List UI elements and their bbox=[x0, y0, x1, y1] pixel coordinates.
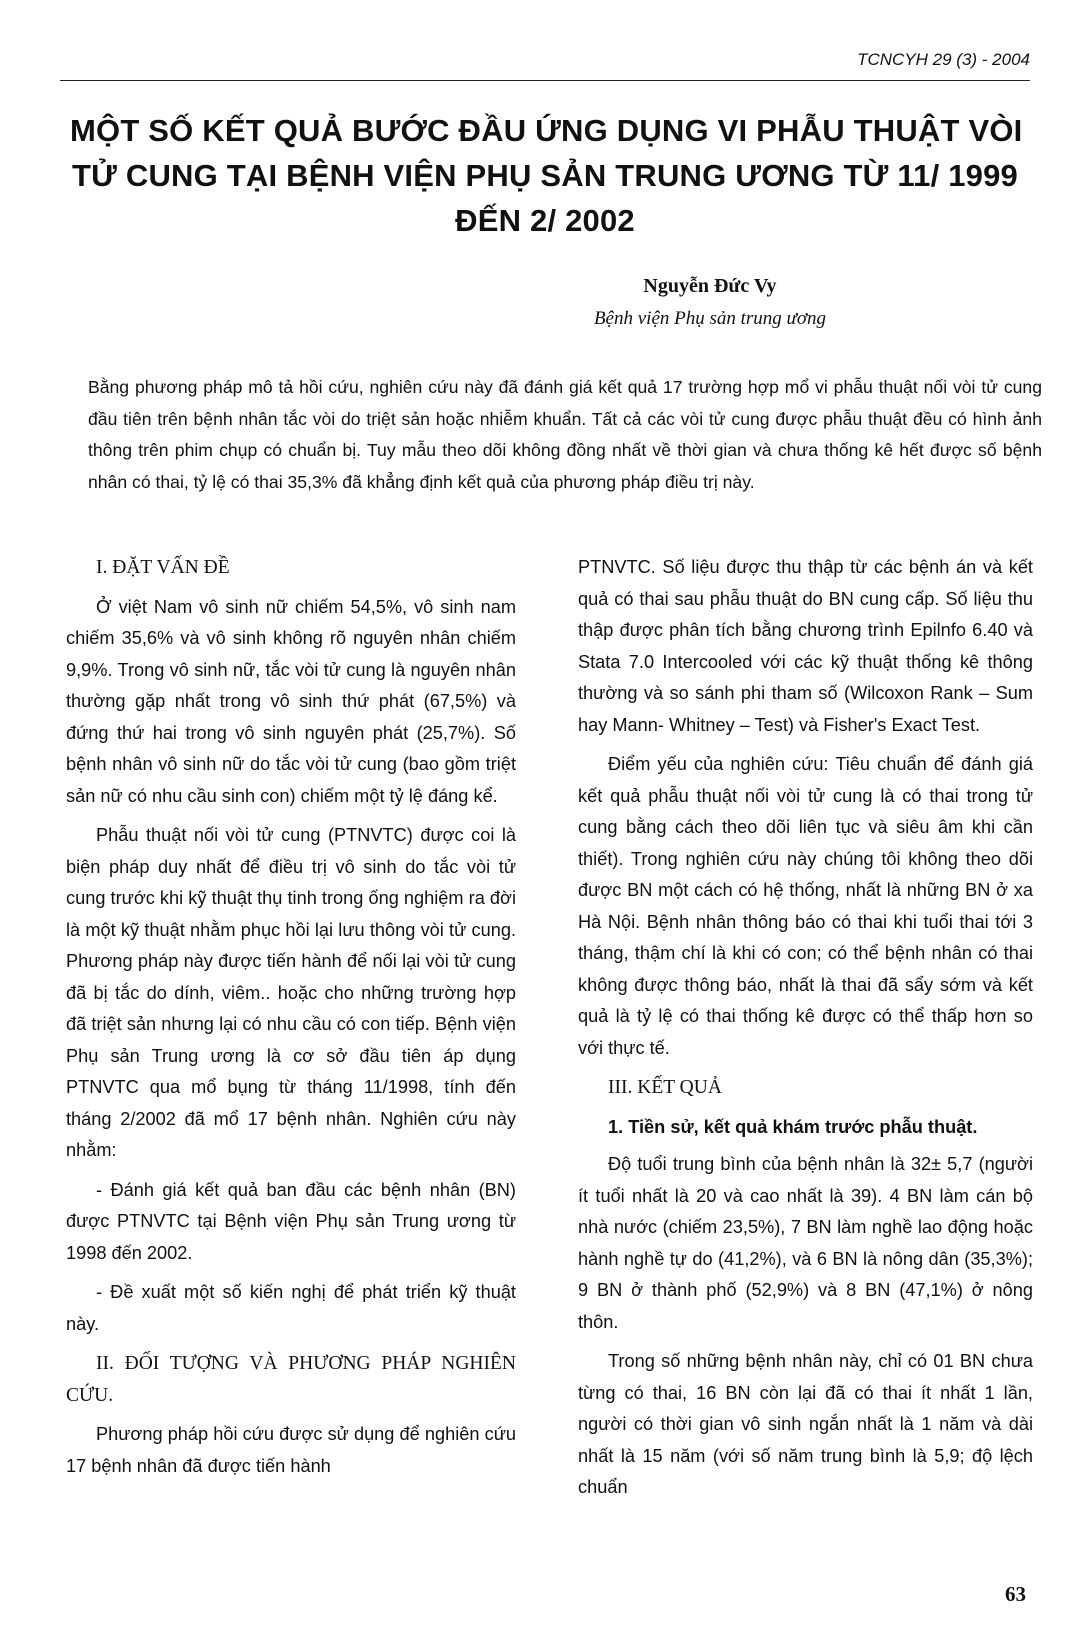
abstract: Bằng phương pháp mô tả hồi cứu, nghiên cứu này đã đánh giá kết quả 17 trường hợp mổ vi phẫu thuật nối vòi tử cung đầu tiên trên bệnh nhân tắc vòi do triệt sản hoặc nhiễm khuẩn. Tất cả các vòi tử cung được phẫu thuật đều có hình ảnh thông trên phim chụp có chuẩn bị. Tuy mẫu theo dõi không đồng nhất về thời gian và chưa thống kê hết được số bệnh nhân có thai, tỷ lệ có thai 35,3% đã khẳng định kết quả của phương pháp điều trị này. bbox=[88, 377, 1042, 492]
title-line-2: TỬ CUNG TẠI BỆNH VIỆN PHỤ SẢN TRUNG ƯƠNG TỪ 11/ 1999 bbox=[72, 158, 1018, 193]
article-title bbox=[70, 108, 1023, 243]
section-heading-results: III. KẾT QUẢ bbox=[608, 1077, 722, 1098]
left-column bbox=[66, 552, 516, 1490]
page-number: 63 bbox=[1005, 1582, 1026, 1606]
paragraph: Điểm yếu của nghiên cứu: Tiêu chuẩn để đánh giá kết quả phẫu thuật nối vòi tử cung là có thai trong tử cung bằng cách theo dõi liên tục và siêu âm khi cần thiết). Trong nghiên cứu này chúng tôi không theo dõi được BN một cách có hệ thống, nhất là những BN ở xa Hà Nội. Bệnh nhân thông báo có thai khi tuổi thai tới 3 tháng, thậm chí là khi có con; có thể bệnh nhân có thai không được thông báo, nhất là thai đã sẩy sớm và kết quả là tỷ lệ có thai thống kê được có thể thấp hơn so với thực tế. bbox=[578, 754, 1033, 1058]
paragraph: Phương pháp hồi cứu được sử dụng để nghiên cứu 17 bệnh nhân đã được tiến hành bbox=[66, 1424, 516, 1476]
subsection-heading: 1. Tiền sử, kết quả khám trước phẫu thuật. bbox=[608, 1116, 978, 1137]
paragraph: PTNVTC. Số liệu được thu thập từ các bệnh án và kết quả có thai sau phẫu thuật do BN cung cấp. Số liệu thu thập được phân tích bằng chương trình Epilnfo 6.40 và Stata 7.0 Intercooled với các kỹ thuật thống kê thông thường và so sánh phi tham số (Wilcoxon Rank – Sum hay Mann- Whitney – Test) và Fisher's Exact Test. bbox=[578, 557, 1033, 735]
paragraph: Ở việt Nam vô sinh nữ chiếm 54,5%, vô sinh nam chiếm 35,6% và vô sinh không rõ nguyên nhân chiếm 9,9%. Trong vô sinh nữ, tắc vòi tử cung là nguyên nhân thường gặp nhất trong vô sinh thứ phát (67,5%) và đứng thứ hai trong vô sinh nguyên phát (25,7%). Số bệnh nhân vô sinh nữ do tắc vòi tử cung (bao gồm triệt sản nữ có nhu cầu sinh con) chiếm một tỷ lệ đáng kể. bbox=[66, 596, 516, 806]
paragraph: Độ tuổi trung bình của bệnh nhân là 32± 5,7 (người ít tuổi nhất là 20 và cao nhất là 39). 4 BN làm cán bộ nhà nước (chiếm 23,5%), 7 BN làm nghề lao động hoặc hành nghề tự do (41,2%), và 6 BN là nông dân (35,3%); 9 BN ở thành phố (52,9%) và 8 BN (47,1%) ở nông thôn. bbox=[578, 1154, 1033, 1332]
author-affiliation: Bệnh viện Phụ sản trung ương bbox=[593, 308, 827, 329]
paragraph: Phẫu thuật nối vòi tử cung (PTNVTC) được coi là biện pháp duy nhất để điều trị vô sinh do tắc vòi tử cung trước khi kỹ thuật thụ tinh trong ống nghiệm ra đời là một kỹ thuật nhằm phục hồi lại lưu thông vòi tử cung. Phương pháp này được tiến hành để nối lại vòi tử cung đã bị tắc do dính, viêm.. hoặc cho những trường hợp đã triệt sản nhưng lại có nhu cầu có con tiếp. Bệnh viện Phụ sản Trung ương là cơ sở đầu tiên áp dụng PTNVTC qua mổ bụng từ tháng 11/1998, tính đến tháng 2/2002 đã mổ 17 bệnh nhân. Nghiên cứu này nhằm: bbox=[66, 825, 516, 1160]
objective-item: - Đề xuất một số kiến nghị để phát triển kỹ thuật này. bbox=[66, 1282, 516, 1334]
journal-header bbox=[60, 40, 1030, 81]
section-heading-methods: II. ĐỐI TƯỢNG VÀ PHƯƠNG PHÁP NGHIÊN CỨU. bbox=[66, 1353, 516, 1406]
objective-item: - Đánh giá kết quả ban đầu các bệnh nhân (BN) được PTNVTC tại Bệnh viện Phụ sản Trung ương từ 1998 đến 2002. bbox=[66, 1179, 516, 1263]
title-line-3: ĐẾN 2/ 2002 bbox=[455, 203, 635, 238]
paragraph: Trong số những bệnh nhân này, chỉ có 01 BN chưa từng có thai, 16 BN còn lại đã có thai ít nhất 1 lần, người có thời gian vô sinh ngắn nhất là 1 năm và dài nhất là 15 năm (với số năm trung bình là 5,9; độ lệch chuẩn bbox=[578, 1351, 1033, 1497]
title-line-1: MỘT SỐ KẾT QUẢ BƯỚC ĐẦU ỨNG DỤNG VI PHẪU THUẬT VÒI bbox=[70, 113, 1023, 148]
section-heading-introduction: I. ĐẶT VẤN ĐỀ bbox=[96, 557, 230, 578]
author-name: Nguyễn Đức Vy bbox=[643, 275, 777, 297]
journal-reference: TCNCYH 29 (3) - 2004 bbox=[857, 50, 1030, 69]
right-column bbox=[578, 552, 1033, 1512]
